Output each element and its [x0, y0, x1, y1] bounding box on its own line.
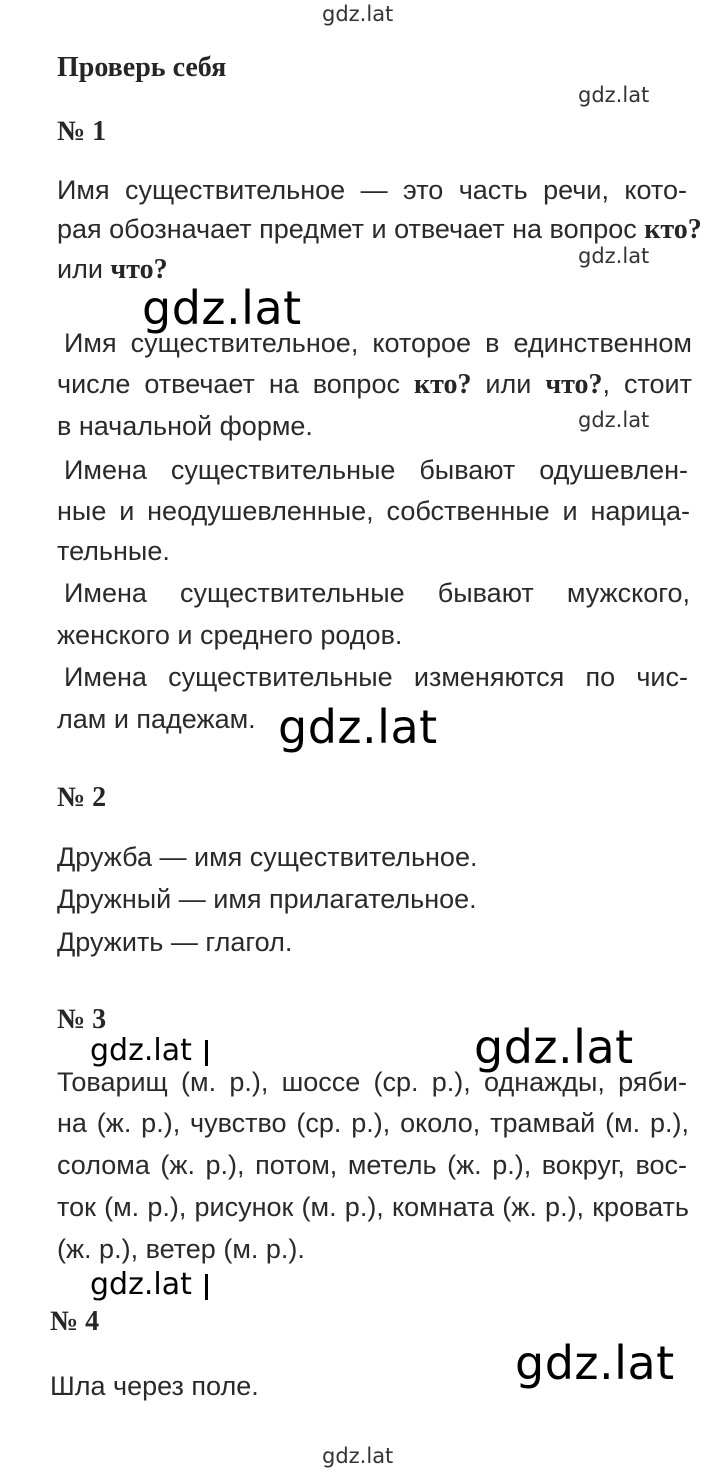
text-line: Имена существительные изменяются по чис-: [64, 662, 688, 692]
section-number-4: № 4: [50, 1306, 100, 1337]
text-line: Шла через поле.: [50, 1371, 259, 1401]
text-line: на (ж. р.), чувство (ср. р.), около, трамвай (м. р.),: [57, 1108, 689, 1138]
watermark: gdz.lat: [474, 1020, 634, 1074]
text-line: (ж. р.), ветер (м. р.).: [57, 1234, 305, 1264]
section-number-1: № 1: [57, 116, 107, 147]
text-line: лам и падежам.: [57, 704, 256, 734]
section-number-2: № 2: [57, 782, 107, 813]
text-line: Дружный — имя прилагательное.: [57, 884, 477, 914]
watermark: gdz.lat: [142, 281, 302, 335]
watermark: gdz.lat: [278, 700, 438, 754]
text-line: женского и среднего родов.: [57, 620, 403, 650]
text-line: тельные.: [57, 536, 170, 566]
text-line: ные и неодушевленные, собственные и нарица-: [57, 496, 690, 526]
text-line: Товарищ (м. р.), шоссе (ср. р.), однажды, ряби-: [57, 1067, 687, 1097]
text-line: в начальной форме.: [57, 411, 313, 441]
section-number-3: № 3: [57, 1004, 107, 1035]
text-line: Имена существительные бывают одушевлен-: [64, 455, 688, 485]
watermark: gdz.lat: [515, 1336, 675, 1390]
text-line: числе отвечает на вопрос кто? или что?, стоит: [57, 369, 693, 400]
page-title: Проверь себя: [57, 52, 227, 83]
text-line: Имя существительное, которое в единственном: [64, 328, 692, 358]
text-line: Дружба — имя существительное.: [57, 842, 478, 872]
watermark-bar: [205, 1040, 208, 1066]
watermark: gdz.lat: [578, 83, 650, 107]
text-line: солома (ж. р.), потом, метель (ж. р.), вокруг, вос-: [57, 1150, 687, 1180]
text-line: рая обозначает предмет и отвечает на вопрос кто?: [57, 214, 702, 245]
text-line: Имена существительные бывают мужского,: [64, 578, 690, 608]
watermark-bar: [205, 1274, 208, 1300]
watermark: gdz.lat: [578, 244, 650, 268]
watermark: gdz.lat: [322, 1444, 394, 1468]
watermark: gdz.lat: [90, 1033, 192, 1068]
text-line: Имя существительное — это часть речи, кото-: [57, 175, 687, 205]
watermark: gdz.lat: [322, 2, 394, 26]
text-line: ток (м. р.), рисунок (м. р.), комната (ж. р.), кровать: [57, 1192, 689, 1222]
text-line: Дружить — глагол.: [57, 927, 293, 957]
watermark: gdz.lat: [90, 1267, 192, 1302]
watermark: gdz.lat: [578, 408, 650, 432]
text-line: или что?: [57, 254, 168, 285]
